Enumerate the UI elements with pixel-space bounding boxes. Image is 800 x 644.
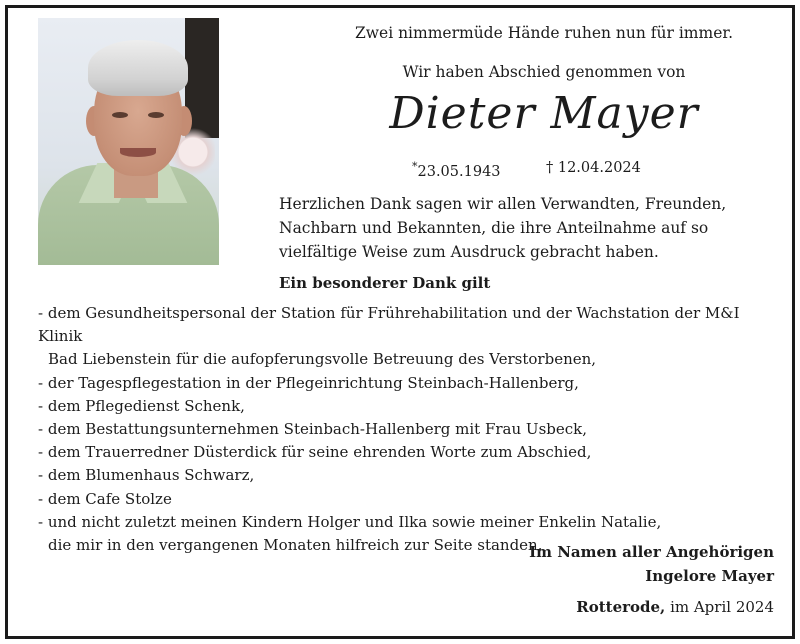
list-item: - dem Cafe Stolze [38, 489, 172, 508]
deceased-name: Dieter Mayer [389, 88, 699, 139]
list-item: - dem Pflegedienst Schenk, [38, 396, 245, 415]
intro-line: Zwei nimmermüde Hände ruhen nun für immer. [354, 24, 734, 42]
date: im April 2024 [670, 598, 774, 616]
place-date [576, 598, 774, 616]
special-thanks-heading: Ein besonderer Dank gilt [279, 274, 491, 292]
list-item: - und nicht zuletzt meinen Kindern Holger und Ilka sowie meiner Enkelin Natalie, [38, 512, 662, 531]
thanks-paragraph: Herzlichen Dank sagen wir allen Verwandten, Freunden, Nachbarn und Bekannten, die ihre Anteilnahme auf so vielfältige Weise zum Ausdruck gebracht haben. [279, 195, 727, 261]
list-item-continuation: die mir in den vergangenen Monaten hilfreich zur Seite standen. [48, 536, 543, 555]
thanks-list [38, 302, 783, 557]
list-item-continuation: Bad Liebenstein für die aufopferungsvolle Betreuung des Verstorbenen, [48, 350, 597, 369]
list-item: - dem Blumenhaus Schwarz, [38, 466, 255, 485]
place: Rotterode, [576, 598, 666, 616]
list-item: - der Tagespflegestation in der Pflegeinrichtung Steinbach-Hallenberg, [38, 373, 579, 392]
birth-symbol: * [412, 160, 418, 173]
death-date: † 12.04.2024 [546, 160, 641, 176]
list-item: - dem Trauerredner Düsterdick für seine ehrenden Worte zum Abschied, [38, 443, 592, 462]
signature-name: Ingelore Mayer [645, 567, 774, 585]
birth-date-value: 23.05.1943 [417, 163, 501, 180]
portrait-photo [38, 18, 219, 265]
farewell-line: Wir haben Abschied genommen von [402, 63, 686, 81]
list-item: - dem Gesundheitspersonal der Station für Frührehabilitation und der Wachstation der M&I Klinik [38, 304, 740, 346]
list-item: - dem Bestattungsunternehmen Steinbach-Hallenberg mit Frau Usbeck, [38, 420, 588, 439]
birth-date [412, 160, 501, 180]
signature-line: Im Namen aller Angehörigen [529, 543, 774, 561]
